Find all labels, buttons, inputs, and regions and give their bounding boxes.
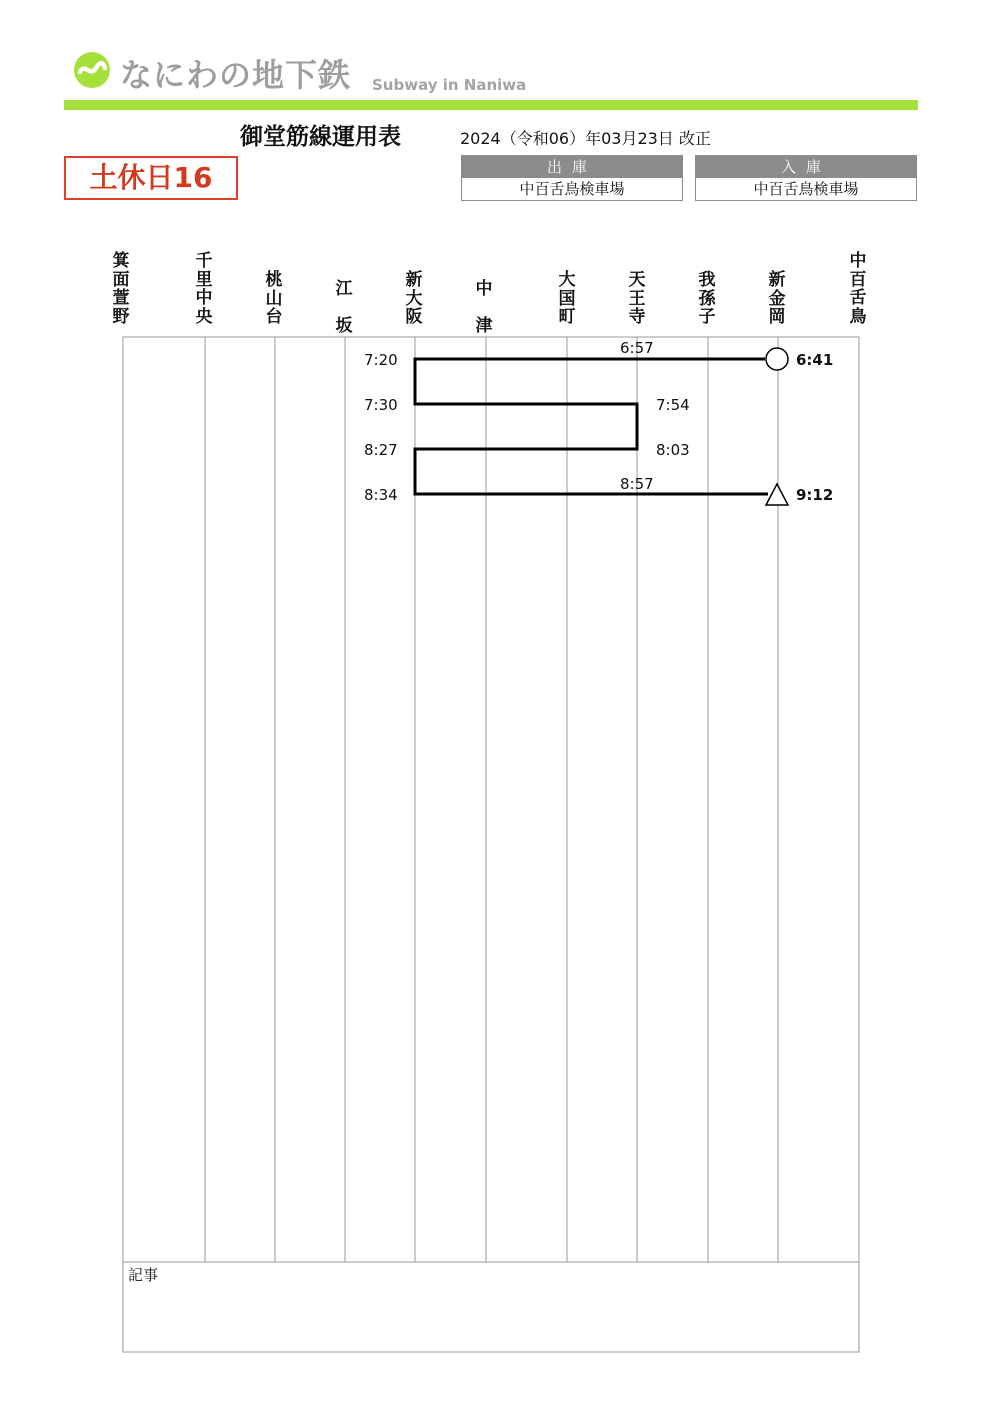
time-run1-tennoji-pass: 6:57 [620, 339, 654, 357]
station-daikokucho: 大国町 [558, 270, 576, 327]
arrival-depot-label: 入庫 [696, 156, 916, 178]
station-abiko: 我孫子 [698, 270, 716, 327]
logo-subtitle: Subway in Naniwa [372, 76, 527, 94]
station-shinkanaoka: 新金岡 [768, 270, 786, 327]
departure-depot-value: 中百舌鳥検車場 [519, 180, 625, 198]
departure-depot-label: 出庫 [462, 156, 682, 178]
time-run3-shin-osaka-arrive: 8:27 [364, 441, 398, 459]
arrival-depot-value: 中百舌鳥検車場 [753, 180, 859, 198]
station-tennoji: 天王寺 [628, 270, 646, 327]
station-nakatsu: 中津 [475, 279, 493, 336]
time-run2-tennoji-arrive: 7:54 [656, 396, 690, 414]
station-shin-osaka: 新大阪 [405, 270, 423, 327]
station-esaka: 江坂 [335, 279, 353, 336]
grid-frame [123, 337, 859, 1352]
operation-number-badge: 土休日16 [64, 156, 238, 200]
station-column-lines [205, 337, 778, 1262]
time-run1-shin-osaka-arrive: 7:20 [364, 351, 398, 369]
time-run3-tennoji-depart: 8:03 [656, 441, 690, 459]
route-line [415, 359, 768, 494]
revision-date: 2024（令和06）年03月23日 改正 [460, 129, 711, 148]
time-run1-depart: 6:41 [796, 351, 834, 369]
page-title: 御堂筋線運用表 [240, 124, 401, 150]
logo-text: なにわの地下鉄 [120, 56, 352, 94]
time-run4-tennoji-pass: 8:57 [620, 475, 654, 493]
station-minoh-kayano: 箕面萱野 [112, 251, 130, 327]
time-run4-shin-osaka-depart: 8:34 [364, 486, 398, 504]
time-run4-arrive: 9:12 [796, 486, 834, 504]
train-route [415, 359, 768, 494]
depot-departure-circle-icon [766, 348, 788, 370]
time-run2-shin-osaka-depart: 7:30 [364, 396, 398, 414]
notes-label: 記事 [128, 1266, 159, 1284]
station-nakamozu: 中百舌鳥 [849, 251, 867, 327]
station-momoyamadai: 桃山台 [265, 270, 283, 327]
station-senri-chuo: 千里中央 [195, 251, 213, 327]
depot-arrival-triangle-icon [766, 484, 788, 505]
